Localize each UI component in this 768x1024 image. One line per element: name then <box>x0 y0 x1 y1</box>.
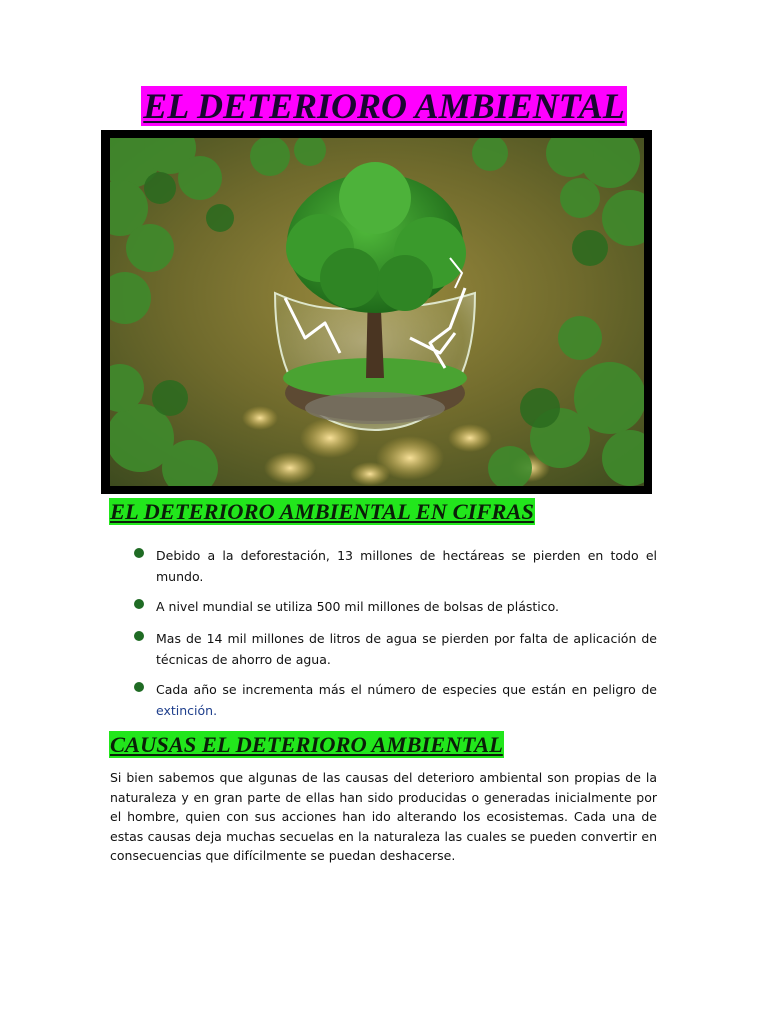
list-item <box>156 679 657 721</box>
page-title-container <box>0 86 768 126</box>
bullet-icon <box>134 682 144 692</box>
list-item-text: A nivel mundial se utiliza 500 mil millones de bolsas de plástico. <box>156 599 560 614</box>
section-heading-causas: CAUSAS EL DETERIORO AMBIENTAL <box>110 732 503 757</box>
list-item-text-main: Cada año se incrementa más el número de especies que están en peligro de <box>156 682 657 697</box>
list-item-text-end: . <box>213 703 218 718</box>
list-item-text <box>156 679 657 721</box>
list-item <box>156 596 657 617</box>
list-item <box>156 545 657 587</box>
photo-frame <box>101 130 652 494</box>
list-item-text: Mas de 14 mil millones de litros de agua se pierden por falta de aplicación de técnicas de ahorro de agua. <box>156 631 657 667</box>
tree-in-cracked-glass-sphere-image <box>110 138 644 486</box>
extinction-word: extinción <box>156 703 214 718</box>
bullet-icon <box>134 599 144 609</box>
list-item <box>156 628 657 670</box>
bullet-icon <box>134 631 144 641</box>
causas-paragraph: Si bien sabemos que algunas de las causas del deterioro ambiental son propias de la naturaleza y en gran parte de ellas han sido producidas o generadas inicialmente por el hombre, quien con sus acciones han ido alterando los ecosistemas. Cada una de estas causas deja muchas secuelas en la naturaleza las cuales se pueden convertir en consecuencias que difícilmente se puedan deshacerse. <box>110 770 657 863</box>
section-heading-cifras: EL DETERIORO AMBIENTAL EN CIFRAS <box>110 499 534 524</box>
bullet-icon <box>134 548 144 558</box>
page-title: EL DETERIORO AMBIENTAL <box>143 86 625 126</box>
list-item-text: Debido a la deforestación, 13 millones de hectáreas se pierden en todo el mundo. <box>156 548 657 584</box>
